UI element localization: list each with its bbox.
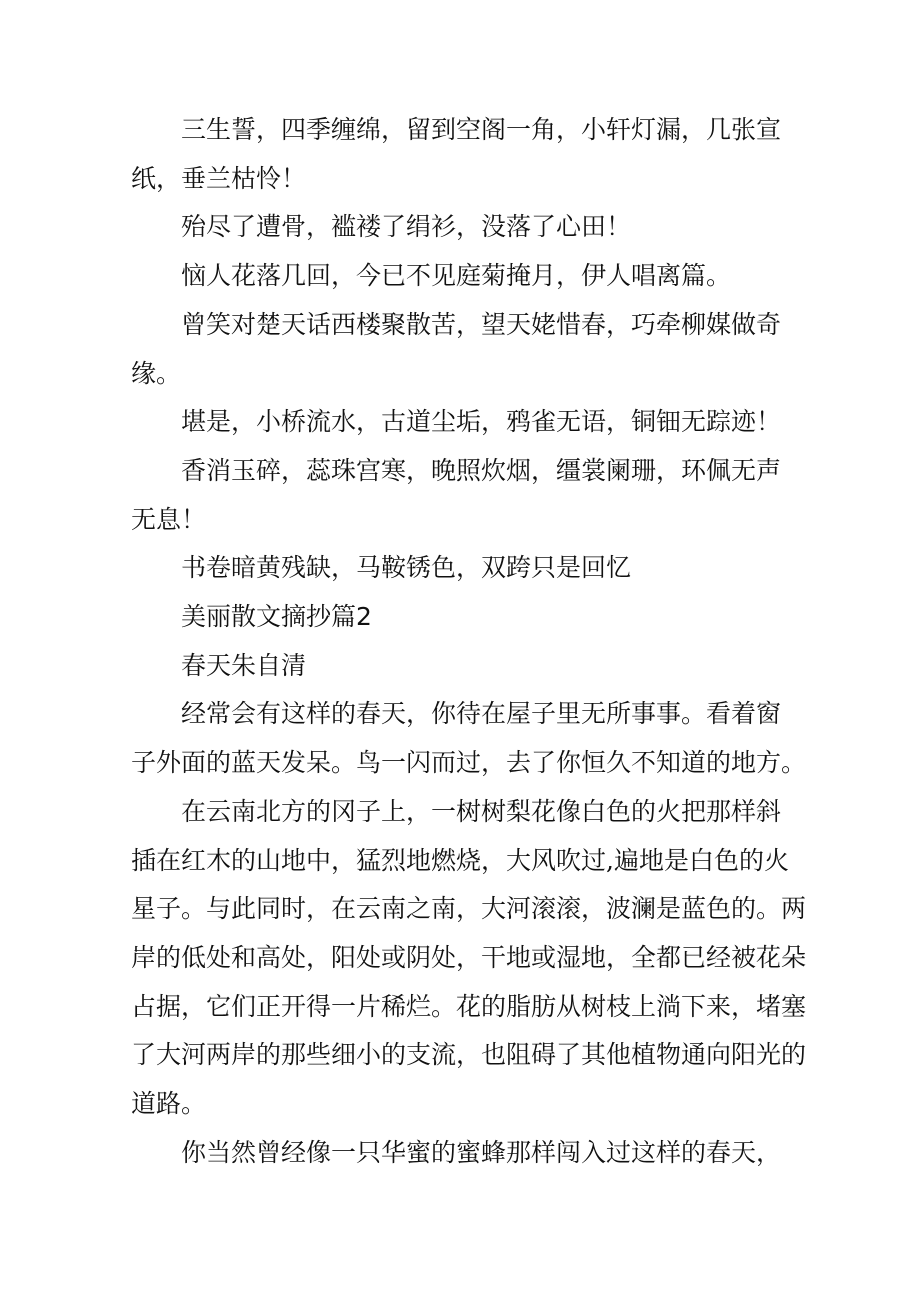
text-line: 道路。 [131,1089,207,1119]
text-line: 纸，垂兰枯怜！ [131,163,307,193]
text-line: 占据，它们正开得一片稀烂。花的脂肪从树枝上淌下来，堵塞 [131,991,807,1021]
text-line: 书卷暗黄残缺，马鞍锈色，双跨只是回忆 [181,553,632,583]
text-line: 在云南北方的冈子上，一树树梨花像白色的火把那样斜 [181,796,782,826]
text-line: 无息！ [131,504,207,534]
text-line: 星子。与此同时，在云南之南，大河滚滚，波澜是蓝色的。两 [131,894,807,924]
text-line: 缘。 [131,358,182,388]
article-title: 春天朱自清 [181,650,307,680]
text-line: 恼人花落几回，今已不见庭菊掩月，伊人唱离篇。 [181,261,732,291]
text-line: 殆尽了遭骨，褴褛了绢衫，没落了心田！ [181,212,632,242]
section-heading: 美丽散文摘抄篇2 [181,602,372,632]
document-body [131,106,807,1177]
text-line: 香消玉碎，蕊珠宫寒，晚照炊烟，缰裳阑珊，环佩无声 [181,455,782,485]
text-line: 堪是，小桥流水，古道尘垢，鸦雀无语，铜钿无踪迹！ [181,407,782,437]
text-line: 三生誓，四季缠绵，留到空阁一角，小轩灯漏，几张宣 [181,115,782,144]
text-line: 曾笑对楚天话西楼聚散苦，望天姥惜春，巧牵柳媒做奇 [181,309,782,339]
text-line: 插在红木的山地中，猛烈地燃烧，大风吹过,遍地是白色的火 [131,845,789,875]
text-line: 岸的低处和高处，阳处或阴处，干地或湿地，全都已经被花朵 [131,942,807,972]
text-line: 你当然曾经像一只华蜜的蜜蜂那样闯入过这样的春天， [181,1137,782,1167]
text-line: 经常会有这样的春天，你待在屋子里无所事事。看着窗 [181,699,782,729]
text-line: 子外面的蓝天发呆。鸟一闪而过，去了你恒久不知道的地方。 [131,748,807,778]
text-line: 了大河两岸的那些细小的支流，也阻碍了其他植物通向阳光的 [131,1040,807,1070]
